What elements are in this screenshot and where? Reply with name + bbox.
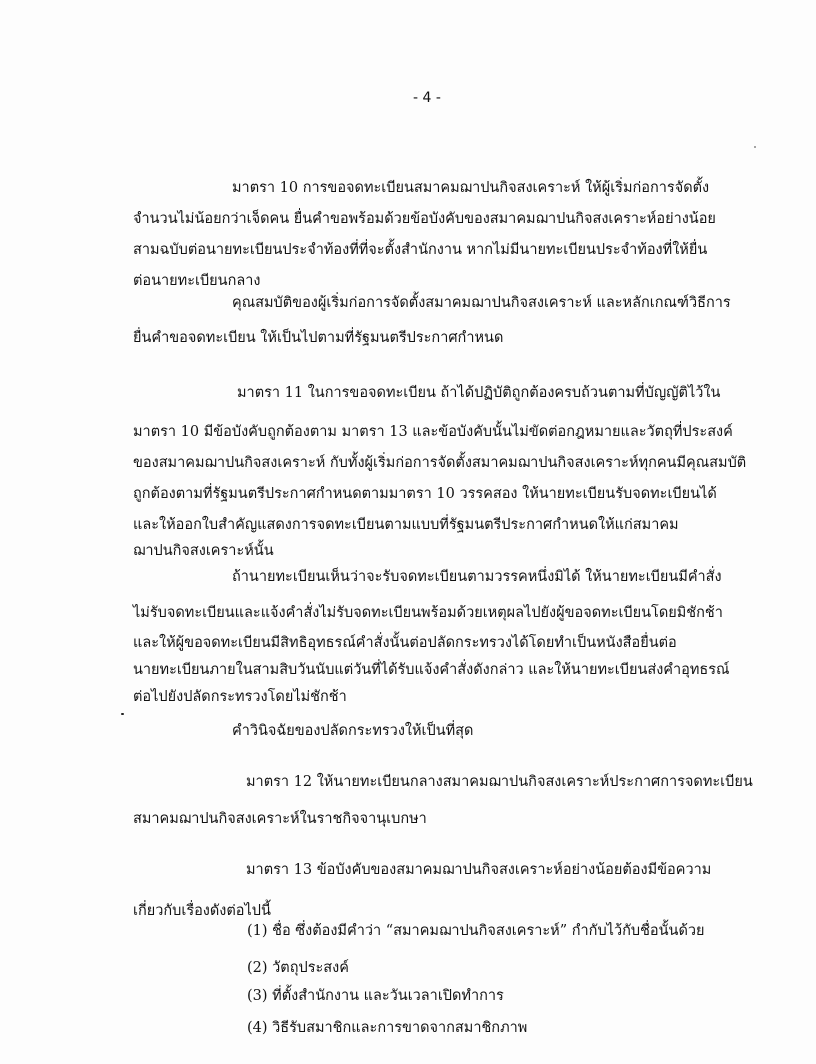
section-10-line-4: ต่อนายทะเบียนกลาง [133, 273, 261, 289]
section-10-para2-line-2: ยื่นคำขอจดทะเบียน ให้เป็นไปตามที่รัฐมนตรีประกาศกำหนด [133, 330, 504, 346]
section-13-item-4: (4) วิธีรับสมาชิกและการขาดจากสมาชิกภาพ [247, 1020, 528, 1036]
section-12-line-2: สมาคมฌาปนกิจสงเคราะห์ในราชกิจจานุเบกษา [133, 811, 427, 827]
section-12-line-1: มาตรา 12 ให้นายทะเบียนกลางสมาคมฌาปนกิจสงเคราะห์ประกาศการจดทะเบียน [246, 774, 753, 790]
section-11-line-4: ถูกต้องตามที่รัฐมนตรีประกาศกำหนดตามมาตรา 10 วรรคสอง ให้นายทะเบียนรับจดทะเบียนได้ [133, 486, 717, 502]
page-number: - 4 - [413, 90, 441, 106]
section-13-line-1: มาตรา 13 ข้อบังคับของสมาคมฌาปนกิจสงเคราะห์อย่างน้อยต้องมีข้อความ [246, 862, 712, 878]
section-11-line-3: ของสมาคมฌาปนกิจสงเคราะห์ กับทั้งผู้เริ่มก่อการจัดตั้งสมาคมฌาปนกิจสงเคราะห์ทุกคนมีคุณสมบัติ [133, 455, 747, 471]
section-11-para2-line-5: ต่อไปยังปลัดกระทรวงโดยไม่ชักช้า [133, 689, 347, 705]
section-11-para3-line-1: คำวินิจฉัยของปลัดกระทรวงให้เป็นที่สุด [232, 723, 474, 739]
section-10-para2-line-1: คุณสมบัติของผู้เริ่มก่อการจัดตั้งสมาคมฌาปนกิจสงเคราะห์ และหลักเกณฑ์วิธีการ [232, 295, 731, 311]
scan-speck [754, 146, 756, 148]
scan-speck [121, 713, 124, 715]
section-11-line-6: ฌาปนกิจสงเคราะห์นั้น [133, 543, 274, 559]
section-13-item-1: (1) ชื่อ ซึ่งต้องมีคำว่า “สมาคมฌาปนกิจสงเคราะห์” กำกับไว้กับชื่อนั้นด้วย [247, 923, 705, 939]
section-11-para2-line-2: ไม่รับจดทะเบียนและแจ้งคำสั่งไม่รับจดทะเบียนพร้อมด้วยเหตุผลไปยังผู้ขอจดทะเบียนโดยมิชักช้า [133, 605, 723, 621]
section-11-para2-line-1: ถ้านายทะเบียนเห็นว่าจะรับจดทะเบียนตามวรรคหนึ่งมิได้ ให้นายทะเบียนมีคำสั่ง [232, 569, 722, 585]
section-11-para2-line-4: นายทะเบียนภายในสามสิบวันนับแต่วันที่ได้รับแจ้งคำสั่งดังกล่าว และให้นายทะเบียนส่งคำอุทธรณ์ [133, 662, 730, 678]
section-10-line-1: มาตรา 10 การขอจดทะเบียนสมาคมฌาปนกิจสงเคราะห์ ให้ผู้เริ่มก่อการจัดตั้ง [232, 180, 710, 196]
section-10-line-3: สามฉบับต่อนายทะเบียนประจำท้องที่ที่จะตั้งสำนักงาน หากไม่มีนายทะเบียนประจำท้องที่ให้ยื่น [133, 242, 708, 258]
section-10-line-2: จำนวนไม่น้อยกว่าเจ็ดคน ยื่นคำขอพร้อมด้วยข้อบังคับของสมาคมฌาปนกิจสงเคราะห์อย่างน้อย [133, 211, 716, 227]
section-13-item-2: (2) วัตถุประสงค์ [247, 960, 349, 976]
section-11-line-5: และให้ออกใบสำคัญแสดงการจดทะเบียนตามแบบที่รัฐมนตรีประกาศกำหนดให้แก่สมาคม [133, 517, 679, 533]
section-11-line-2: มาตรา 10 มีข้อบังคับถูกต้องตาม มาตรา 13 และข้อบังคับนั้นไม่ขัดต่อกฎหมายและวัตถุที่ประสงค์ [133, 424, 733, 440]
section-13-line-2: เกี่ยวกับเรื่องดังต่อไปนี้ [133, 903, 271, 919]
section-11-line-1: มาตรา 11 ในการขอจดทะเบียน ถ้าได้ปฏิบัติถูกต้องครบถ้วนตามที่บัญญัติไว้ใน [237, 385, 721, 401]
section-13-item-3: (3) ที่ตั้งสำนักงาน และวันเวลาเปิดทำการ [247, 988, 504, 1004]
section-11-para2-line-3: และให้ผู้ขอจดทะเบียนมีสิทธิอุทธรณ์คำสั่งนั้นต่อปลัดกระทรวงได้โดยทำเป็นหนังสือยื่นต่อ [133, 635, 677, 651]
